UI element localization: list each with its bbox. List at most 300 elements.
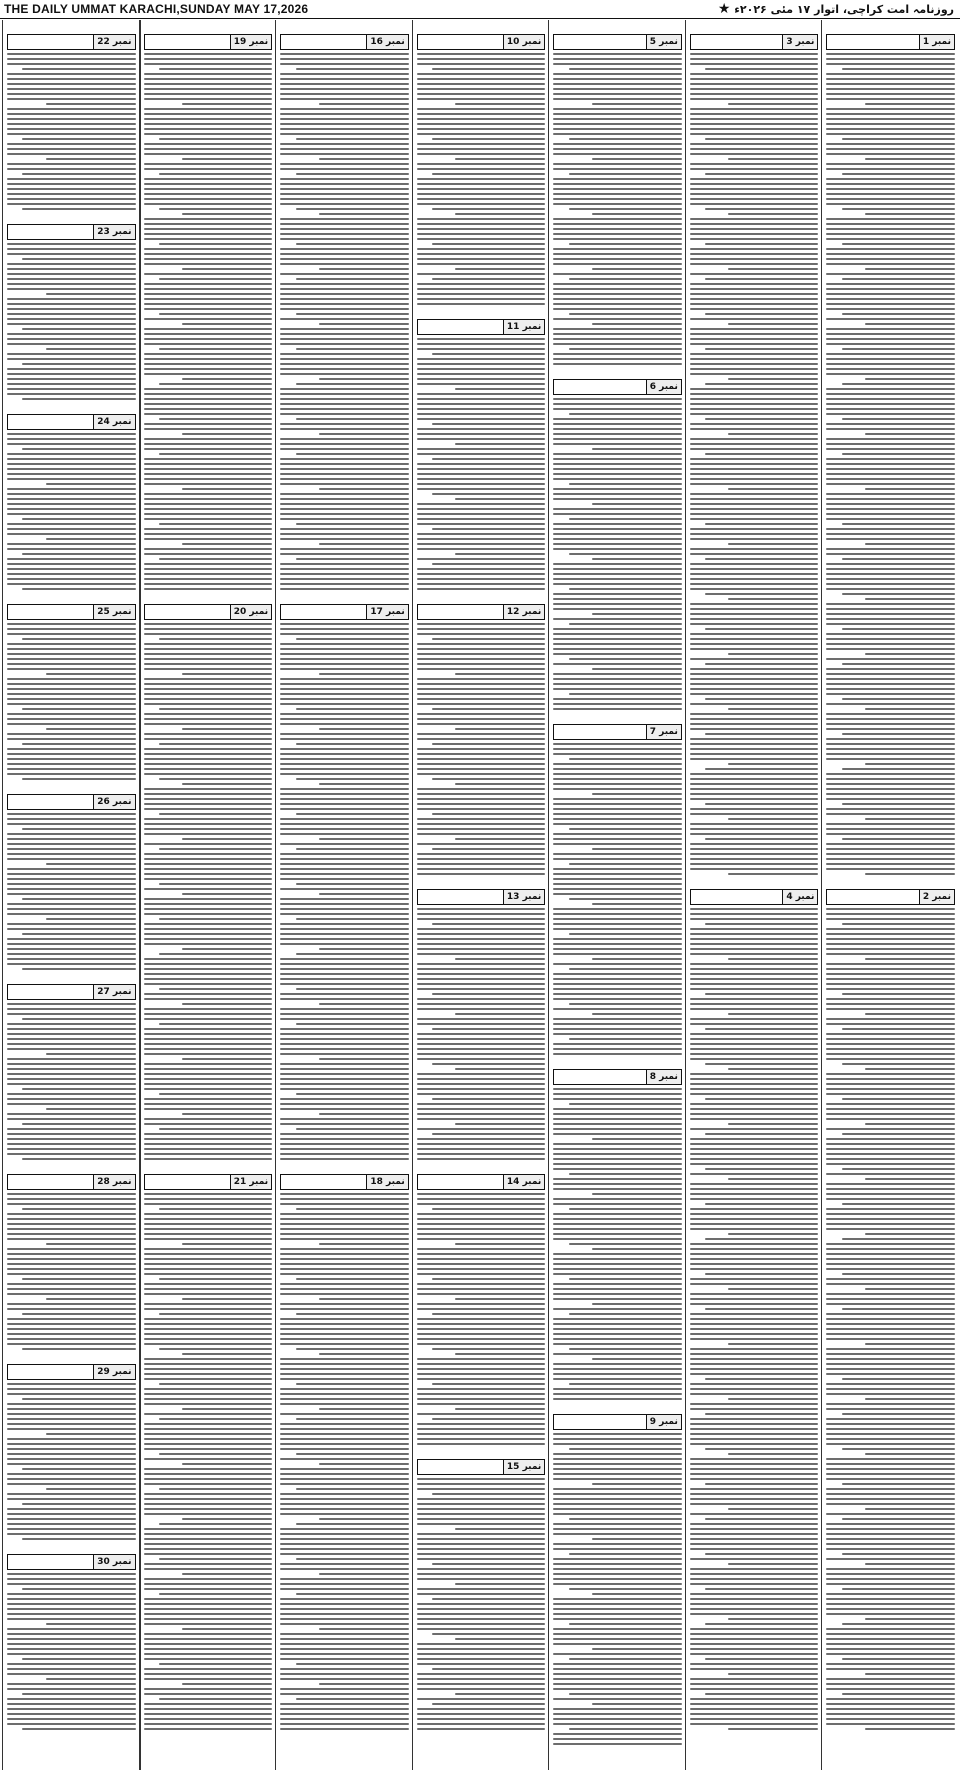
text-line (144, 1473, 273, 1475)
text-line (690, 1533, 819, 1535)
text-line (280, 93, 409, 95)
text-line (553, 528, 682, 530)
text-line (7, 1668, 136, 1670)
text-line (417, 1683, 546, 1685)
text-line (826, 233, 955, 235)
text-line (280, 978, 409, 980)
text-line (842, 1448, 955, 1450)
text-line (826, 848, 955, 850)
text-line (690, 468, 819, 470)
text-line (417, 98, 546, 100)
text-line (417, 973, 546, 975)
text-line (144, 1388, 273, 1390)
text-line (455, 1123, 545, 1125)
text-line (690, 1723, 819, 1725)
text-line (159, 1348, 272, 1350)
text-line (569, 1553, 682, 1555)
text-line (690, 933, 819, 935)
text-line (826, 1538, 955, 1540)
text-line (144, 903, 273, 905)
text-line (144, 253, 273, 255)
text-line (280, 1708, 409, 1710)
text-line (569, 1448, 682, 1450)
text-line (7, 773, 136, 775)
text-line (826, 1713, 955, 1715)
text-line (417, 1218, 546, 1220)
column-4 (412, 20, 550, 1770)
text-line (432, 1703, 545, 1705)
text-line (7, 558, 136, 560)
text-line (826, 1473, 955, 1475)
text-line (159, 708, 272, 710)
text-line (7, 543, 136, 545)
text-line (728, 378, 818, 380)
text-line (592, 558, 682, 560)
text-line (569, 1313, 682, 1315)
text-line (7, 1323, 136, 1325)
text-line (826, 693, 955, 695)
text-line (280, 408, 409, 410)
text-line (319, 268, 409, 270)
text-line (553, 463, 682, 465)
text-line (417, 723, 546, 725)
text-line (280, 1643, 409, 1645)
text-line (826, 1358, 955, 1360)
text-line (553, 1473, 682, 1475)
text-line (690, 1393, 819, 1395)
text-line (842, 803, 955, 805)
text-line (417, 203, 546, 205)
text-line (144, 828, 273, 830)
text-line (569, 1518, 682, 1520)
text-line (826, 1083, 955, 1085)
text-line (144, 873, 273, 875)
text-line (553, 398, 682, 400)
text-line (144, 683, 273, 685)
text-line (417, 1573, 546, 1575)
text-line (553, 168, 682, 170)
text-line (690, 248, 819, 250)
text-line (319, 1463, 409, 1465)
text-line (553, 223, 682, 225)
text-line (417, 283, 546, 285)
text-line (7, 243, 136, 245)
text-line (280, 668, 409, 670)
text-line (705, 523, 818, 525)
text-line (417, 78, 546, 80)
text-line (865, 213, 955, 215)
text-line (417, 1503, 546, 1505)
text-line (553, 823, 682, 825)
text-line (553, 568, 682, 570)
text-line (144, 1038, 273, 1040)
text-line (690, 448, 819, 450)
text-line (417, 398, 546, 400)
text-line (826, 1683, 955, 1685)
text-line (826, 108, 955, 110)
text-line (553, 648, 682, 650)
text-line (553, 1628, 682, 1630)
text-line (319, 728, 409, 730)
text-line (280, 1388, 409, 1390)
text-line (417, 643, 546, 645)
text-line (553, 953, 682, 955)
text-line (690, 1258, 819, 1260)
text-line (7, 1093, 136, 1095)
text-line (144, 1288, 273, 1290)
text-line (553, 498, 682, 500)
text-line (22, 1208, 135, 1210)
text-line (553, 1398, 682, 1400)
text-line (569, 1003, 682, 1005)
text-line (690, 738, 819, 740)
text-line (569, 898, 682, 900)
text-line (7, 1033, 136, 1035)
text-line (826, 953, 955, 955)
text-line (553, 1213, 682, 1215)
text-line (826, 1138, 955, 1140)
text-line (842, 993, 955, 995)
text-line (280, 1533, 409, 1535)
text-line (690, 728, 819, 730)
text-line (144, 428, 273, 430)
text-line (690, 658, 819, 660)
text-line (7, 168, 136, 170)
text-line (826, 1463, 955, 1465)
column-5 (275, 20, 413, 1770)
text-line (7, 1633, 136, 1635)
text-line (280, 998, 409, 1000)
text-line (22, 518, 135, 520)
text-line (690, 423, 819, 425)
text-line (553, 1373, 682, 1375)
text-line (690, 528, 819, 530)
text-line (690, 648, 819, 650)
text-line (842, 628, 955, 630)
text-line (280, 1563, 409, 1565)
text-line (690, 813, 819, 815)
story-body (280, 623, 409, 1160)
text-line (553, 433, 682, 435)
text-line (7, 1593, 136, 1595)
text-line (690, 1538, 819, 1540)
text-line (826, 473, 955, 475)
text-line (553, 1723, 682, 1725)
text-line (690, 1188, 819, 1190)
text-line (296, 813, 409, 815)
column-7 (2, 20, 141, 1770)
text-line (144, 88, 273, 90)
text-line (455, 1298, 545, 1300)
text-line (144, 58, 273, 60)
text-line (417, 483, 546, 485)
text-line (159, 918, 272, 920)
text-line (826, 1438, 955, 1440)
text-line (553, 653, 682, 655)
text-line (705, 1658, 818, 1660)
text-line (553, 1468, 682, 1470)
text-line (144, 1638, 273, 1640)
text-line (144, 553, 273, 555)
text-line (144, 978, 273, 980)
text-line (417, 1373, 546, 1375)
text-line (553, 453, 682, 455)
text-line (728, 1453, 818, 1455)
text-line (826, 83, 955, 85)
text-line (280, 808, 409, 810)
text-line (826, 1048, 955, 1050)
text-line (553, 1308, 682, 1310)
text-line (690, 1408, 819, 1410)
text-line (842, 663, 955, 665)
text-line (417, 1648, 546, 1650)
text-line (690, 678, 819, 680)
text-line (432, 813, 545, 815)
text-line (705, 383, 818, 385)
text-line (417, 1283, 546, 1285)
text-line (7, 548, 136, 550)
text-line (280, 1723, 409, 1725)
text-line (296, 1453, 409, 1455)
text-line (826, 1663, 955, 1665)
text-line (280, 828, 409, 830)
text-line (417, 948, 546, 950)
text-line (826, 338, 955, 340)
text-line (417, 453, 546, 455)
text-line (826, 948, 955, 950)
text-line (144, 1648, 273, 1650)
text-line (826, 1023, 955, 1025)
text-line (7, 188, 136, 190)
text-line (553, 1253, 682, 1255)
text-line (144, 1103, 273, 1105)
text-line (690, 1083, 819, 1085)
text-line (144, 368, 273, 370)
text-line (7, 578, 136, 580)
text-line (690, 748, 819, 750)
text-line (319, 1058, 409, 1060)
text-line (690, 238, 819, 240)
text-line (553, 1603, 682, 1605)
text-line (592, 1703, 682, 1705)
text-line (826, 1373, 955, 1375)
text-line (826, 1648, 955, 1650)
text-line (280, 143, 409, 145)
text-line (553, 93, 682, 95)
text-line (826, 518, 955, 520)
text-line (417, 503, 546, 505)
text-line (728, 1728, 818, 1730)
text-line (455, 838, 545, 840)
story-header (417, 889, 546, 905)
text-line (144, 533, 273, 535)
text-line (592, 958, 682, 960)
text-line (144, 363, 273, 365)
text-line (826, 1118, 955, 1120)
text-line (690, 968, 819, 970)
text-line (826, 88, 955, 90)
text-line (826, 638, 955, 640)
text-line (690, 1328, 819, 1330)
text-line (690, 1253, 819, 1255)
text-line (690, 1688, 819, 1690)
text-line (280, 128, 409, 130)
text-line (7, 93, 136, 95)
text-line (7, 1453, 136, 1455)
text-line (7, 683, 136, 685)
story-number: نمبر 21 (230, 1175, 271, 1189)
text-line (7, 1653, 136, 1655)
text-line (22, 1588, 135, 1590)
text-line (7, 748, 136, 750)
text-line (826, 1583, 955, 1585)
text-line (7, 318, 136, 320)
text-line (417, 683, 546, 685)
text-line (553, 913, 682, 915)
story-number: نمبر 12 (503, 605, 544, 619)
text-line (690, 198, 819, 200)
text-line (432, 68, 545, 70)
text-line (417, 1358, 546, 1360)
text-line (144, 818, 273, 820)
text-line (417, 1318, 546, 1320)
story-number: نمبر 26 (93, 795, 134, 809)
text-line (417, 648, 546, 650)
text-line (144, 713, 273, 715)
text-line (417, 153, 546, 155)
text-line (690, 1048, 819, 1050)
text-line (7, 1473, 136, 1475)
text-line (417, 1698, 546, 1700)
masthead-date-urdu: روزنامہ امت کراچی، اتوار ۱۷ مئی ۲۰۲۶ء (734, 3, 954, 16)
text-line (690, 1713, 819, 1715)
text-line (417, 73, 546, 75)
text-line (690, 1128, 819, 1130)
text-line (690, 1718, 819, 1720)
text-line (417, 168, 546, 170)
text-line (826, 318, 955, 320)
text-line (553, 1563, 682, 1565)
text-line (826, 368, 955, 370)
text-line (553, 1608, 682, 1610)
text-line (690, 1638, 819, 1640)
text-line (690, 128, 819, 130)
text-line (7, 1143, 136, 1145)
text-line (826, 1318, 955, 1320)
text-line (553, 1633, 682, 1635)
text-line (296, 278, 409, 280)
text-line (690, 953, 819, 955)
text-line (159, 313, 272, 315)
text-line (690, 273, 819, 275)
text-line (826, 823, 955, 825)
text-line (705, 593, 818, 595)
text-line (417, 1603, 546, 1605)
text-line (865, 1618, 955, 1620)
text-line (280, 238, 409, 240)
text-line (826, 193, 955, 195)
text-line (280, 928, 409, 930)
text-line (690, 1173, 819, 1175)
text-line (280, 133, 409, 135)
text-line (553, 698, 682, 700)
text-line (826, 1003, 955, 1005)
text-line (280, 1078, 409, 1080)
story-number: نمبر 4 (782, 890, 817, 904)
text-line (144, 963, 273, 965)
text-line (705, 1098, 818, 1100)
story-number: نمبر 25 (93, 605, 134, 619)
text-line (417, 113, 546, 115)
text-line (280, 1098, 409, 1100)
text-line (280, 503, 409, 505)
text-line (592, 448, 682, 450)
text-line (280, 1338, 409, 1340)
text-line (690, 413, 819, 415)
text-line (144, 1053, 273, 1055)
text-line (417, 1543, 546, 1545)
text-line (690, 1458, 819, 1460)
text-line (7, 1098, 136, 1100)
text-line (280, 1658, 409, 1660)
text-line (728, 268, 818, 270)
text-line (417, 298, 546, 300)
text-line (553, 1153, 682, 1155)
text-line (865, 598, 955, 600)
text-line (553, 938, 682, 940)
text-line (728, 763, 818, 765)
text-line (417, 1008, 546, 1010)
text-line (865, 103, 955, 105)
text-line (690, 823, 819, 825)
text-line (144, 1068, 273, 1070)
text-line (417, 288, 546, 290)
text-line (280, 683, 409, 685)
text-line (826, 938, 955, 940)
text-line (826, 1513, 955, 1515)
text-line (280, 228, 409, 230)
story-header (417, 1174, 546, 1190)
text-line (826, 223, 955, 225)
text-line (144, 1703, 273, 1705)
text-line (417, 843, 546, 845)
text-line (7, 1078, 136, 1080)
text-line (144, 1588, 273, 1590)
text-line (144, 408, 273, 410)
text-line (7, 663, 136, 665)
text-line (46, 1623, 136, 1625)
text-line (144, 973, 273, 975)
text-line (7, 633, 136, 635)
text-line (182, 1113, 272, 1115)
text-line (280, 1083, 409, 1085)
text-line (690, 513, 819, 515)
text-line (22, 68, 135, 70)
text-line (7, 1613, 136, 1615)
text-line (690, 913, 819, 915)
text-line (569, 413, 682, 415)
text-line (690, 983, 819, 985)
text-line (417, 1613, 546, 1615)
text-line (826, 468, 955, 470)
text-line (553, 428, 682, 430)
text-line (144, 333, 273, 335)
text-line (280, 1713, 409, 1715)
text-line (280, 568, 409, 570)
text-line (159, 453, 272, 455)
text-line (7, 563, 136, 565)
text-line (705, 838, 818, 840)
